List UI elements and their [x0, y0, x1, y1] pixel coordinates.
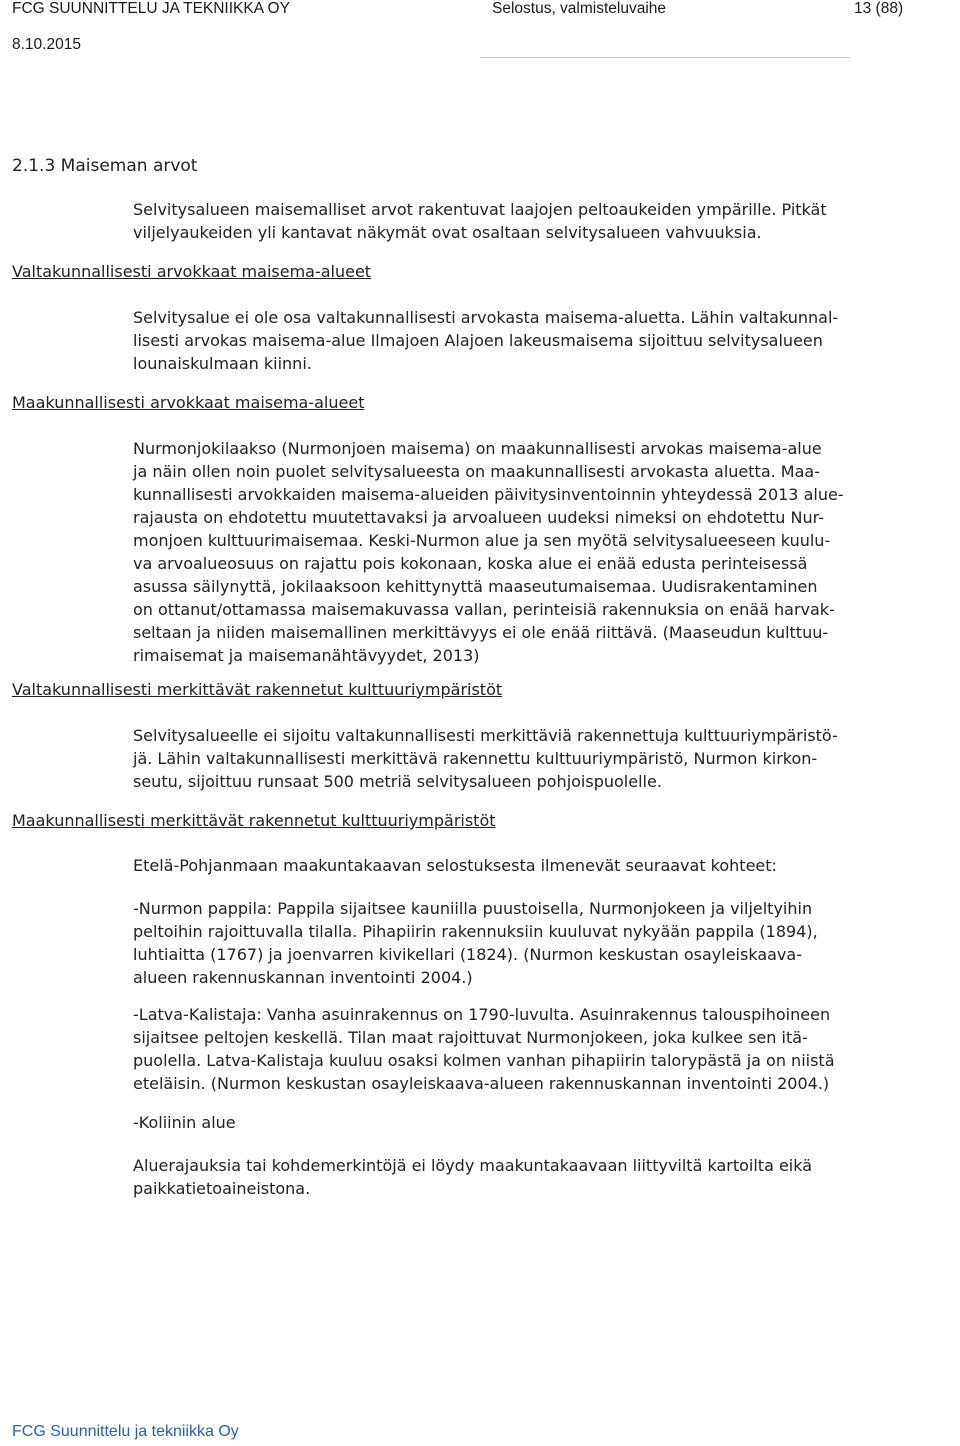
national-landscape-paragraph: Selvitysalue ei ole osa valtakunnallisesti arvokasta maisema-aluetta. Lähin valtakunnal- lisesti arvokas maisema-alue Ilmajoen Alajoen lakeusmaisema sijoittuu selvitysalueen lounaiskulmaan kiinni.: [133, 308, 839, 373]
national-cultural-environment-paragraph: Selvitysalueelle ei sijoitu valtakunnallisesti merkittäviä rakennettuja kulttuuriympäristö- jä. Lähin valtakunnallisesti merkittävä rakennettu kulttuuriympäristö, Nurmon kirkon- seutu, sijoittuu runsaat 500 metriä selvitysalueen pohjoispuolelle.: [133, 726, 838, 791]
heading-regional-cultural-environment: Maakunnallisesti merkittävät rakennetut kulttuuriympäristöt: [12, 811, 496, 830]
header-company: FCG SUUNNITTELU JA TEKNIIKKA OY: [12, 0, 290, 17]
heading-national-cultural-environment: Valtakunnallisesti merkittävät rakennetut kulttuuriympäristöt: [12, 680, 503, 699]
header-page-number: 13 (88): [854, 0, 904, 17]
regional-cultural-intro-paragraph: Etelä-Pohjanmaan maakuntakaavan selostuksesta ilmenevät seuraavat kohteet:: [133, 856, 777, 875]
footer-company: FCG Suunnittelu ja tekniikka Oy: [12, 1423, 239, 1440]
intro-paragraph: Selvitysalueen maisemalliset arvot rakentuvat laajojen peltoaukeiden ympärille. Pitkät viljelyaukeiden yli kantavat näkymät ovat osaltaan selvitysalueen vahvuuksia.: [133, 200, 827, 242]
aluerajaukset-paragraph: Aluerajauksia tai kohdemerkintöjä ei löydy maakuntakaavaan liittyviltä kartoilta eikä paikkatietoaineistona.: [133, 1156, 813, 1198]
regional-landscape-paragraph: Nurmonjokilaakso (Nurmonjoen maisema) on maakunnallisesti arvokas maisema-alue ja näin ollen noin puolet selvitysalueesta on maakunnallisesti arvokasta aluetta. Maa- kunnallisesti arvokkaiden maisema-alueiden päivitysinventoinnin yhteydessä 2013 alue- rajausta on ehdotettu muutettavaksi ja arvoalueen uudeksi nimeksi on ehdotettu Nur- monjoen kulttuurimaisemaa. Keski-Nurmon alue ja sen myötä selvitysalueeseen kuulu- va arvoalueosuus on rajattu pois kokonaan, koska alue ei enää edusta perinteisessä asussa säilynyttä, jokilaaksoon kehittynyttä maaseutumaisemaa. Uudisrakentaminen on ottanut/ottamassa maisemakuvassa vallan, perinteisiä rakennuksia on enää harvak- seltaan ja niiden maisemallinen merkittävyys ei ole enää riittävä. (Maaseudun kulttuu- rimaisemat ja maisemanähtävyydet, 2013): [133, 439, 844, 665]
header-divider: [480, 57, 850, 58]
header-document-title: Selostus, valmisteluvaihe: [492, 0, 667, 17]
heading-regional-landscape: Maakunnallisesti arvokkaat maisema-alueet: [12, 393, 365, 412]
nurmon-pappila-paragraph: -Nurmon pappila: Pappila sijaitsee kauniilla puustoisella, Nurmonjokeen ja viljeltyihin peltoihin rajoittuvalla tilalla. Pihapiirin rakennuksiin kuuluvat nykyään pappila (1894), luhtiaitta (1767) ja joenvarren kivikellari (1824). (Nurmon keskustan osayleiskaava- alueen rakennuskannan inventointi 2004.): [133, 899, 818, 987]
latva-kalistaja-paragraph: -Latva-Kalistaja: Vanha asuinrakennus on 1790-luvulta. Asuinrakennus talouspihoineen sijaitsee peltojen keskellä. Tilan maat rajoittuvat Nurmonjokeen, joka kulkee sen itä- puolella. Latva-Kalistaja kuuluu osaksi kolmen vanhan pihapiirin talorypästä ja on niistä eteläisin. (Nurmon keskustan osayleiskaava-alueen rakennuskannan inventointi 2004.): [133, 1005, 835, 1093]
page-header: [0, 0, 960, 60]
section-title: 2.1.3 Maiseman arvot: [12, 156, 198, 176]
header-date: 8.10.2015: [12, 36, 81, 53]
heading-national-landscape: Valtakunnallisesti arvokkaat maisema-alueet: [12, 262, 372, 281]
koliinin-alue-paragraph: -Koliinin alue: [133, 1113, 236, 1132]
